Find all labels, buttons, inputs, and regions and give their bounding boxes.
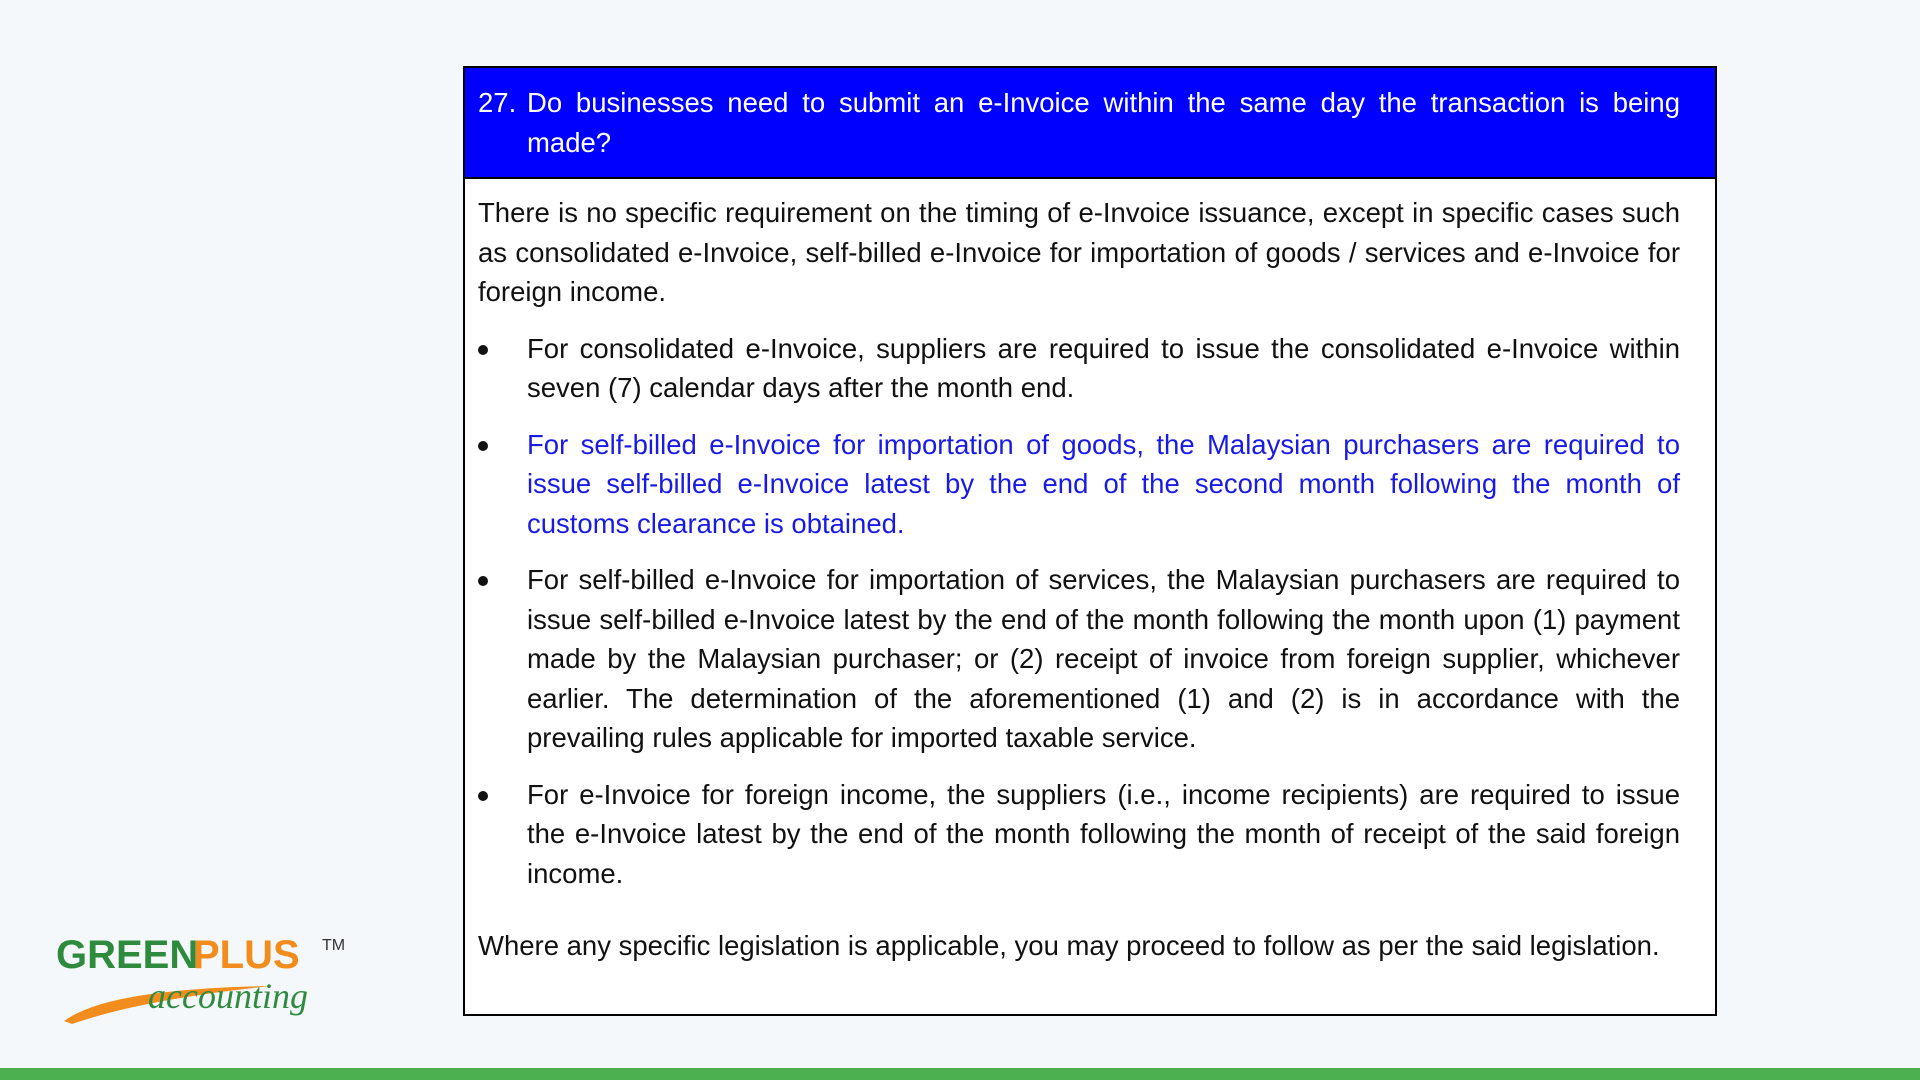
greenplus-logo xyxy=(56,926,356,1026)
question-text: Do businesses need to submit an e-Invoice within the same day the transaction is being made? xyxy=(527,87,1680,158)
logo-plus-text: PLUS xyxy=(193,933,300,977)
question-header xyxy=(465,68,1715,179)
bullet-import-services xyxy=(478,560,1680,758)
answer-body xyxy=(465,179,1715,966)
bullet-text: For self-billed e-Invoice for importation of services, the Malaysian purchasers are required to issue self-billed e-Invoice latest by the end of the month following the month upon (1) payment made by the Malaysian purchaser; or (2) receipt of invoice from foreign supplier, whichever earlier. The determination of the aforementioned (1) and (2) is in accordance with the prevailing rules applicable for imported taxable service. xyxy=(527,564,1680,753)
bullet-text: For self-billed e-Invoice for importation of goods, the Malaysian purchasers are required to issue self-billed e-Invoice latest by the end of the second month following the month of customs clearance is obtained. xyxy=(527,428,1680,539)
bullet-import-goods xyxy=(478,425,1680,544)
bullet-dot-icon xyxy=(478,576,488,586)
answer-intro: There is no specific requirement on the timing of e-Invoice issuance, except in specific cases such as consolidated e-Invoice, self-billed e-Invoice for importation of goods / services and e-Invoice for foreign income. xyxy=(478,197,1680,307)
bullet-foreign-income xyxy=(478,775,1680,894)
logo-green-text: GREEN xyxy=(56,933,199,977)
logo-tm-text: TM xyxy=(322,937,346,954)
bullet-dot-icon xyxy=(478,345,488,355)
question-number: 27. xyxy=(478,87,517,118)
bullet-consolidated xyxy=(478,329,1680,408)
bottom-accent-bar xyxy=(0,1068,1920,1080)
bullet-dot-icon xyxy=(478,791,488,801)
logo-graphic xyxy=(56,926,356,1026)
faq-box xyxy=(463,66,1717,1016)
answer-bullet-list xyxy=(478,329,1680,894)
bullet-dot-icon xyxy=(478,441,488,451)
bullet-text: For consolidated e-Invoice, suppliers are required to issue the consolidated e-Invoice within seven (7) calendar days after the month end. xyxy=(527,332,1680,403)
answer-closing: Where any specific legislation is applicable, you may proceed to follow as per the said legislation. xyxy=(478,930,1660,961)
logo-tagline-text: accounting xyxy=(148,976,308,1016)
bullet-text: For e-Invoice for foreign income, the suppliers (i.e., income recipients) are required to issue the e-Invoice latest by the end of the month following the month of receipt of the said foreign income. xyxy=(527,778,1680,889)
